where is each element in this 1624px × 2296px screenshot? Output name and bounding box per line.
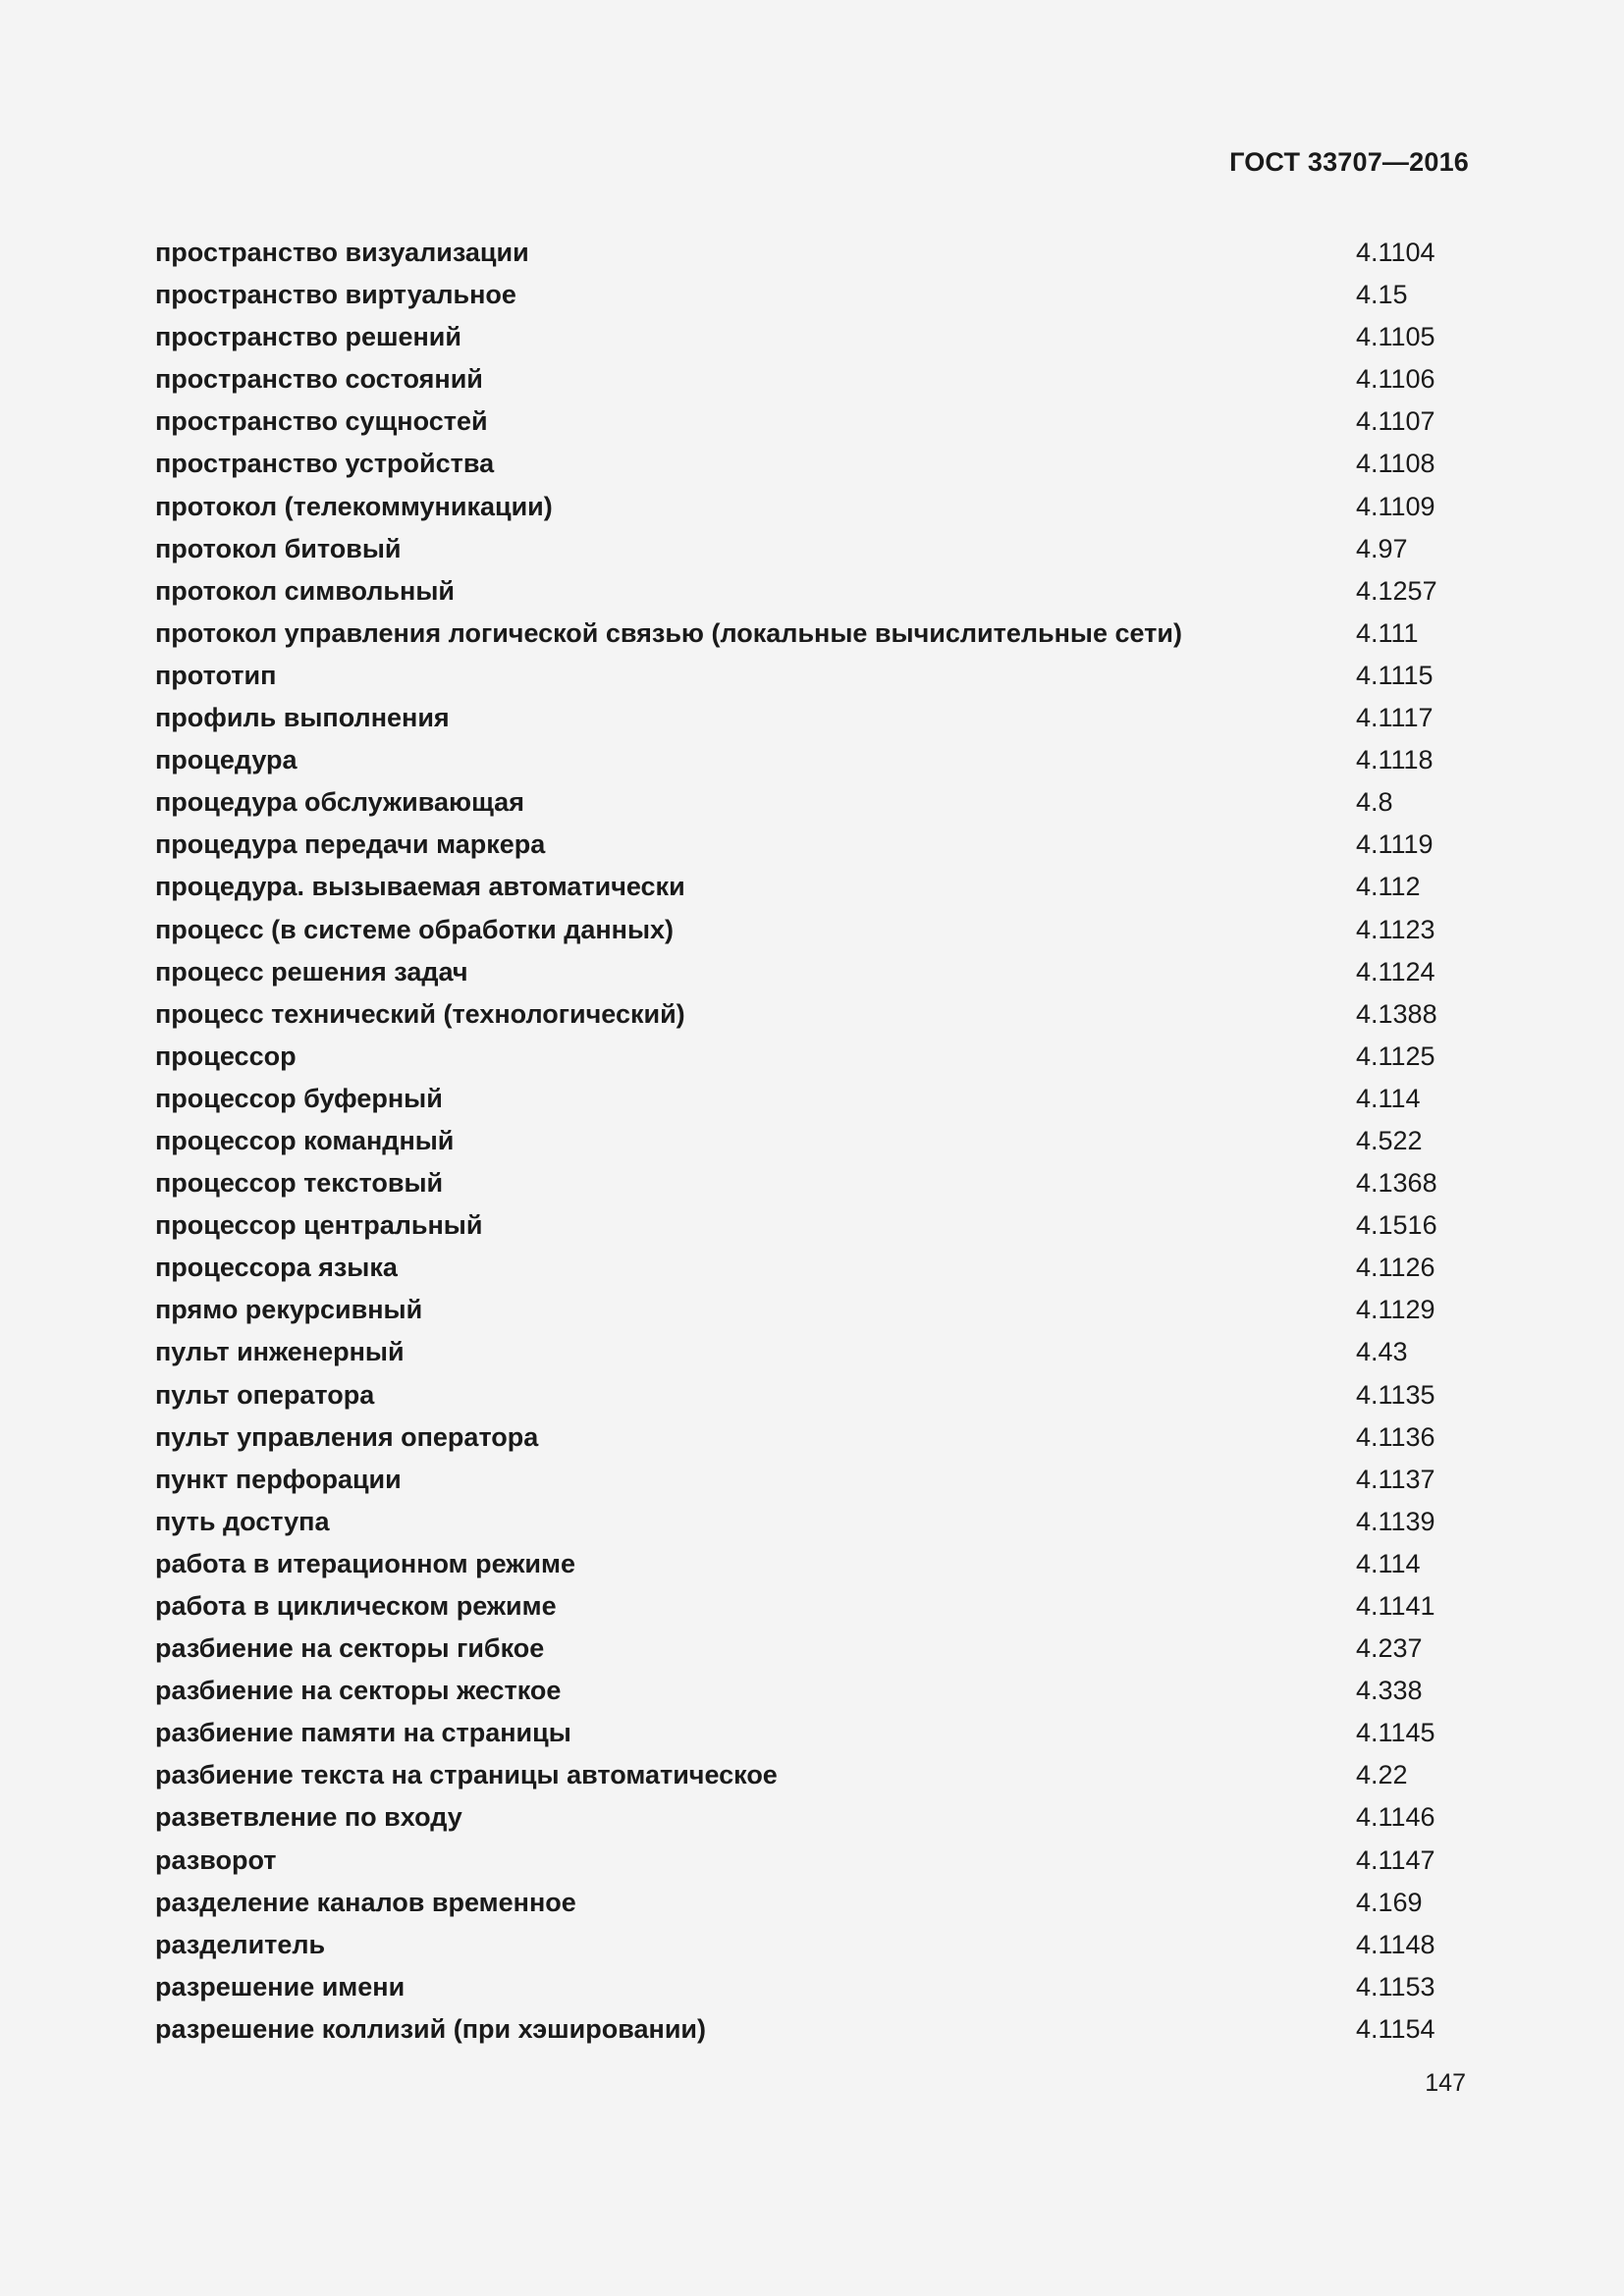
index-term: процессор текстовый [155,1168,444,1199]
index-entry [155,358,1471,400]
index-entry [155,232,1471,274]
index-reference: 4.1137 [1356,1464,1435,1494]
index-term: пространство решений [155,322,462,352]
index-term: процессор [155,1041,297,1071]
index-term: процесс (в системе обработки данных) [155,914,675,944]
index-reference: 4.1109 [1356,491,1435,521]
index-reference: 4.1147 [1356,1844,1435,1875]
index-reference: 4.1139 [1356,1506,1435,1536]
index-term: процессор буферный [155,1083,443,1113]
index-entry [155,739,1471,781]
index-entry [155,1374,1471,1416]
index-reference: 4.111 [1356,617,1419,648]
index-reference: 4.1145 [1356,1718,1435,1748]
index-term: работа в итерационном режиме [155,1548,575,1578]
index-entry [155,655,1471,697]
index-term: процессор центральный [155,1210,483,1241]
index-entry [155,1331,1471,1373]
index-term: прототип [155,660,277,690]
index-reference: 4.1153 [1356,1971,1435,2002]
index-reference: 4.22 [1356,1760,1408,1790]
index-reference: 4.1123 [1356,914,1435,944]
index-term: процедура. вызываемая автоматически [155,872,685,902]
index-term: пространство визуализации [155,238,529,267]
index-entry [155,1501,1471,1543]
index-reference: 4.1108 [1356,449,1435,479]
index-term: процедура передачи маркера [155,829,546,860]
index-term: процессор командный [155,1125,455,1155]
index-term: разделитель [155,1929,326,1959]
index-term: процессора языка [155,1253,398,1283]
index-entry [155,486,1471,528]
index-term: путь доступа [155,1506,330,1536]
index-reference: 4.338 [1356,1676,1423,1706]
index-term: пространство виртуальное [155,280,516,310]
index-reference: 4.1516 [1356,1210,1437,1241]
index-reference: 4.1125 [1356,1041,1435,1071]
index-entry [155,1543,1471,1585]
index-term: процесс решения задач [155,956,468,987]
index-entry [155,1840,1471,1882]
index-entry [155,1459,1471,1501]
index-term: пульт оператора [155,1379,375,1410]
index-reference: 4.1368 [1356,1168,1437,1199]
index-reference: 4.1129 [1356,1295,1435,1325]
index-entry [155,781,1471,824]
index-reference: 4.15 [1356,280,1408,310]
index-entry [155,400,1471,443]
index-entry [155,570,1471,613]
index-reference: 4.43 [1356,1337,1408,1367]
index-reference: 4.1146 [1356,1802,1435,1833]
index-term: пространство состояний [155,364,483,395]
index-entry [155,1289,1471,1331]
index-entry [155,951,1471,993]
index-term: разветвление по входу [155,1802,462,1833]
index-entry [155,697,1471,739]
index-entry [155,1966,1471,2008]
index-reference: 4.1126 [1356,1253,1435,1283]
index-term: разбиение на секторы гибкое [155,1633,545,1664]
index-entry [155,1628,1471,1670]
index-entry [155,1670,1471,1712]
index-term: процесс технический (технологический) [155,998,685,1029]
index-entry [155,316,1471,358]
index-term: протокол (телекоммуникации) [155,491,553,521]
index-entry [155,274,1471,316]
index-entry [155,993,1471,1036]
index-reference: 4.169 [1356,1887,1423,1917]
index-reference: 4.97 [1356,533,1408,563]
index-entry [155,1078,1471,1120]
index-reference: 4.1104 [1356,238,1435,267]
index-reference: 4.1257 [1356,575,1437,606]
index-entry [155,528,1471,570]
index-reference: 4.1154 [1356,2013,1435,2044]
index-entry [155,2008,1471,2051]
index-entry [155,443,1471,485]
index-entry [155,909,1471,951]
index-reference: 4.112 [1356,872,1421,902]
index-term: разделение каналов временное [155,1887,576,1917]
index-term: разбиение текста на страницы автоматическое [155,1760,778,1790]
index-term: профиль выполнения [155,703,450,733]
index-reference: 4.1141 [1356,1591,1435,1621]
index-term: пульт управления оператора [155,1421,539,1452]
index-term: работа в циклическом режиме [155,1591,557,1621]
index-term: разрешение коллизий (при хэшировании) [155,2013,707,2044]
index-term: протокол символьный [155,575,455,606]
index-entry [155,866,1471,908]
index-term: разворот [155,1844,277,1875]
index-reference: 4.1388 [1356,998,1437,1029]
index-entry [155,1754,1471,1796]
index-entry [155,613,1471,655]
index-term: пульт инженерный [155,1337,405,1367]
index-entry [155,1120,1471,1162]
index-term: пространство сущностей [155,406,488,437]
page-number: 147 [1425,2069,1466,2097]
index-entry [155,1416,1471,1459]
index-reference: 4.114 [1356,1083,1421,1113]
index-entry [155,1712,1471,1754]
index-reference: 4.114 [1356,1548,1421,1578]
index-entry [155,824,1471,866]
index-reference: 4.1107 [1356,406,1435,437]
index-reference: 4.8 [1356,787,1393,818]
index-term: протокол управления логической связью (локальные вычислительные сети) [155,617,1182,648]
index-term: прямо рекурсивный [155,1295,423,1325]
index-term: пункт перфорации [155,1464,402,1494]
index-entry [155,1882,1471,1924]
index-entry [155,1204,1471,1247]
index-reference: 4.1106 [1356,364,1435,395]
index-reference: 4.1117 [1356,703,1434,733]
index-entry [155,1585,1471,1628]
index-reference: 4.1105 [1356,322,1435,352]
index-reference: 4.1124 [1356,956,1435,987]
index-entry [155,1924,1471,1966]
index-reference: 4.237 [1356,1633,1423,1664]
index-term: протокол битовый [155,533,402,563]
index-entry [155,1162,1471,1204]
index-reference: 4.522 [1356,1125,1423,1155]
index-reference: 4.1119 [1356,829,1434,860]
index-term: разбиение памяти на страницы [155,1718,571,1748]
index-entry [155,1036,1471,1078]
term-index-list [155,232,1471,2051]
standard-designation: ГОСТ 33707—2016 [1229,147,1469,177]
index-term: пространство устройства [155,449,495,479]
index-term: процедура обслуживающая [155,787,524,818]
index-term: процедура [155,745,298,775]
index-term: разрешение имени [155,1971,406,2002]
index-term: разбиение на секторы жесткое [155,1676,562,1706]
index-reference: 4.1136 [1356,1421,1435,1452]
index-entry [155,1247,1471,1289]
index-reference: 4.1135 [1356,1379,1435,1410]
index-reference: 4.1118 [1356,745,1434,775]
index-reference: 4.1115 [1356,660,1434,690]
index-entry [155,1796,1471,1839]
index-reference: 4.1148 [1356,1929,1435,1959]
